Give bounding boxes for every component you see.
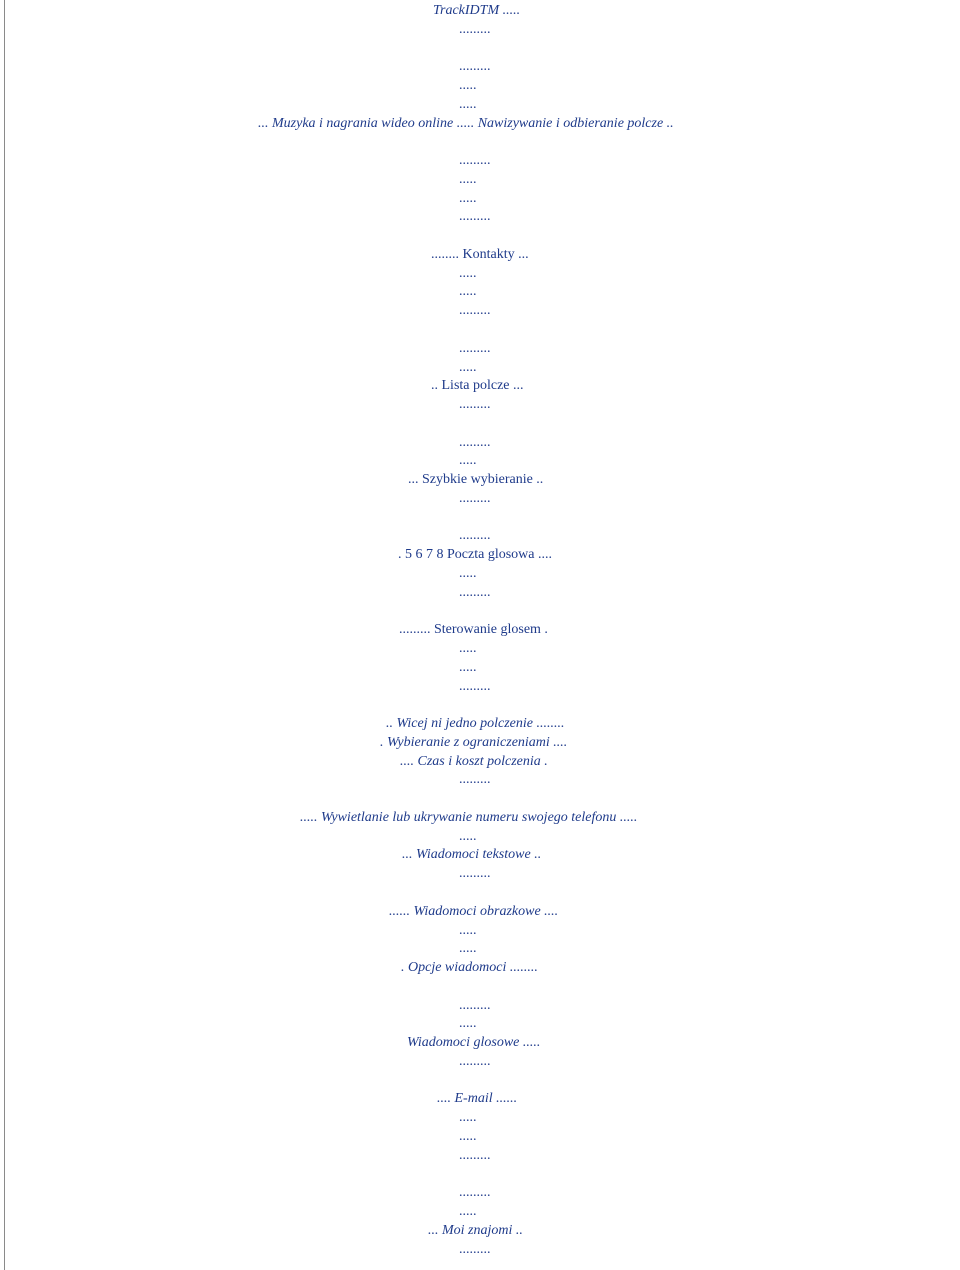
toc-spacer bbox=[0, 509, 960, 528]
toc-leader-line bbox=[0, 1109, 960, 1128]
toc-leader-text: ..... bbox=[459, 828, 477, 844]
toc-leader-text: ......... bbox=[459, 21, 491, 37]
toc-entry-text: TrackIDTM ..... bbox=[433, 3, 521, 18]
toc-leader-text: ..... bbox=[459, 284, 477, 300]
toc-entry[interactable] bbox=[0, 715, 960, 734]
toc-entry[interactable] bbox=[0, 734, 960, 753]
toc-leader-text: ......... bbox=[459, 678, 491, 694]
toc-leader-text: ..... bbox=[459, 96, 477, 112]
toc-leader-text: ..... bbox=[459, 453, 477, 469]
toc-leader-text: ..... bbox=[459, 659, 477, 675]
toc-leader-line bbox=[0, 828, 960, 847]
toc-entry-text: . 5 6 7 8 Poczta glosowa .... bbox=[398, 547, 552, 563]
toc-leader-line bbox=[0, 302, 960, 321]
toc-leader-line bbox=[0, 1147, 960, 1166]
toc-leader-text: ..... bbox=[459, 171, 477, 187]
toc-leader-line bbox=[0, 359, 960, 378]
toc-leader-line bbox=[0, 584, 960, 603]
toc-entry[interactable] bbox=[0, 246, 960, 265]
toc-entry-text: Wiadomoci glosowe ..... bbox=[407, 1035, 541, 1051]
toc-leader-line bbox=[0, 171, 960, 190]
toc-leader-line bbox=[0, 77, 960, 96]
toc-spacer bbox=[0, 321, 960, 340]
toc-entry-text: .. Lista polcze ... bbox=[431, 378, 524, 394]
toc-leader-text: ......... bbox=[459, 1053, 491, 1069]
toc-leader-line bbox=[0, 452, 960, 471]
toc-leader-text: ......... bbox=[459, 528, 491, 544]
toc-entry-text: .. Wicej ni jedno polczenie ........ bbox=[386, 716, 565, 732]
toc-leader-text: ......... bbox=[459, 59, 491, 75]
toc-entry-text: .... E-mail ...... bbox=[437, 1091, 518, 1107]
toc-entry[interactable] bbox=[0, 846, 960, 865]
toc-entry[interactable] bbox=[0, 115, 960, 134]
toc-leader-line bbox=[0, 1015, 960, 1034]
toc-entry-text: ......... Sterowanie glosem . bbox=[399, 622, 548, 638]
toc-leader-line bbox=[0, 340, 960, 359]
toc-leader-text: ..... bbox=[459, 1110, 477, 1126]
toc-leader-line bbox=[0, 1184, 960, 1203]
toc-leader-text: ..... bbox=[459, 941, 477, 957]
toc-entry[interactable] bbox=[0, 903, 960, 922]
toc-entry[interactable] bbox=[0, 377, 960, 396]
toc-spacer bbox=[0, 696, 960, 715]
toc-entry-text: .... Czas i koszt polczenia . bbox=[400, 753, 548, 769]
toc-entry-text: . Opcje wiadomoci ........ bbox=[401, 960, 538, 976]
toc-leader-line bbox=[0, 190, 960, 209]
toc-entry-text: ... Wiadomoci tekstowe .. bbox=[402, 847, 542, 863]
toc-leader-line bbox=[0, 21, 960, 40]
toc-leader-line bbox=[0, 865, 960, 884]
toc-entry-text: . Wybieranie z ograniczeniami .... bbox=[380, 734, 568, 750]
toc-leader-text: ..... bbox=[459, 565, 477, 581]
toc-leader-line bbox=[0, 58, 960, 77]
toc-entry[interactable] bbox=[0, 2, 960, 21]
toc-leader-text: ..... bbox=[459, 1204, 477, 1219]
toc-leader-text: ..... bbox=[459, 922, 477, 938]
toc-leader-text: ..... bbox=[459, 1016, 477, 1032]
toc-leader-text: ......... bbox=[459, 997, 491, 1013]
toc-leader-line bbox=[0, 396, 960, 415]
toc-leader-text: ......... bbox=[459, 434, 491, 450]
toc-leader-text: ......... bbox=[459, 1147, 491, 1163]
toc-spacer bbox=[0, 133, 960, 152]
toc-leader-text: ..... bbox=[459, 1128, 477, 1144]
toc-entry[interactable] bbox=[0, 471, 960, 490]
toc-leader-line bbox=[0, 1203, 960, 1222]
toc-entry[interactable] bbox=[0, 809, 960, 828]
toc-leader-line bbox=[0, 490, 960, 509]
toc-entry[interactable] bbox=[0, 1222, 960, 1241]
toc-leader-line bbox=[0, 771, 960, 790]
toc-entry-text: ...... Wiadomoci obrazkowe .... bbox=[389, 903, 559, 919]
toc-leader-text: ......... bbox=[459, 1241, 491, 1257]
toc-spacer bbox=[0, 40, 960, 59]
toc-leader-text: ......... bbox=[459, 303, 491, 319]
toc-spacer bbox=[0, 415, 960, 434]
toc-entry-text: ........ Kontakty ... bbox=[431, 246, 529, 262]
toc-spacer bbox=[0, 978, 960, 997]
toc-leader-text: ......... bbox=[459, 866, 491, 882]
toc-leader-text: ......... bbox=[459, 584, 491, 600]
toc-entry-text: ..... Wywietlanie lub ukrywanie numeru swojego telefonu ..... bbox=[300, 809, 638, 825]
toc-leader-text: ......... bbox=[459, 490, 491, 506]
toc-leader-line bbox=[0, 283, 960, 302]
toc-leader-line bbox=[0, 997, 960, 1016]
toc-leader-line bbox=[0, 265, 960, 284]
toc-entry[interactable] bbox=[0, 621, 960, 640]
toc-entry[interactable] bbox=[0, 546, 960, 565]
toc-leader-line bbox=[0, 1053, 960, 1072]
toc-entry[interactable] bbox=[0, 1034, 960, 1053]
toc-leader-line bbox=[0, 640, 960, 659]
toc-leader-line bbox=[0, 940, 960, 959]
toc-leader-line bbox=[0, 208, 960, 227]
toc-leader-text: ..... bbox=[459, 641, 477, 657]
toc-entry[interactable] bbox=[0, 753, 960, 772]
toc-spacer bbox=[0, 1165, 960, 1184]
toc-leader-text: ......... bbox=[459, 772, 491, 788]
toc-leader-text: ......... bbox=[459, 1185, 491, 1201]
table-of-contents bbox=[0, 2, 960, 1259]
toc-leader-text: ......... bbox=[459, 153, 491, 169]
toc-spacer bbox=[0, 227, 960, 246]
toc-leader-line bbox=[0, 678, 960, 697]
toc-leader-line bbox=[0, 527, 960, 546]
toc-leader-text: ......... bbox=[459, 397, 491, 413]
toc-leader-text: ..... bbox=[459, 359, 477, 375]
toc-spacer bbox=[0, 790, 960, 809]
toc-entry-text: ... Szybkie wybieranie .. bbox=[408, 472, 544, 488]
toc-spacer bbox=[0, 884, 960, 903]
toc-leader-text: ..... bbox=[459, 265, 477, 281]
toc-entry-text: ... Moi znajomi .. bbox=[428, 1222, 523, 1238]
toc-leader-text: ..... bbox=[459, 78, 477, 94]
toc-entry[interactable] bbox=[0, 1090, 960, 1109]
toc-leader-line bbox=[0, 922, 960, 941]
toc-leader-line bbox=[0, 96, 960, 115]
toc-leader-line bbox=[0, 659, 960, 678]
toc-spacer bbox=[0, 1072, 960, 1091]
toc-leader-line bbox=[0, 434, 960, 453]
toc-entry-text: ... Muzyka i nagrania wideo online ..... Nawizywanie i odbieranie polcze .. bbox=[258, 115, 674, 131]
toc-spacer bbox=[0, 603, 960, 622]
toc-leader-text: ..... bbox=[459, 190, 477, 206]
toc-leader-text: ......... bbox=[459, 340, 491, 356]
toc-leader-line bbox=[0, 152, 960, 171]
toc-leader-text: ......... bbox=[459, 209, 491, 225]
toc-leader-line bbox=[0, 565, 960, 584]
toc-leader-line bbox=[0, 1128, 960, 1147]
toc-entry[interactable] bbox=[0, 959, 960, 978]
toc-leader-line bbox=[0, 1241, 960, 1260]
